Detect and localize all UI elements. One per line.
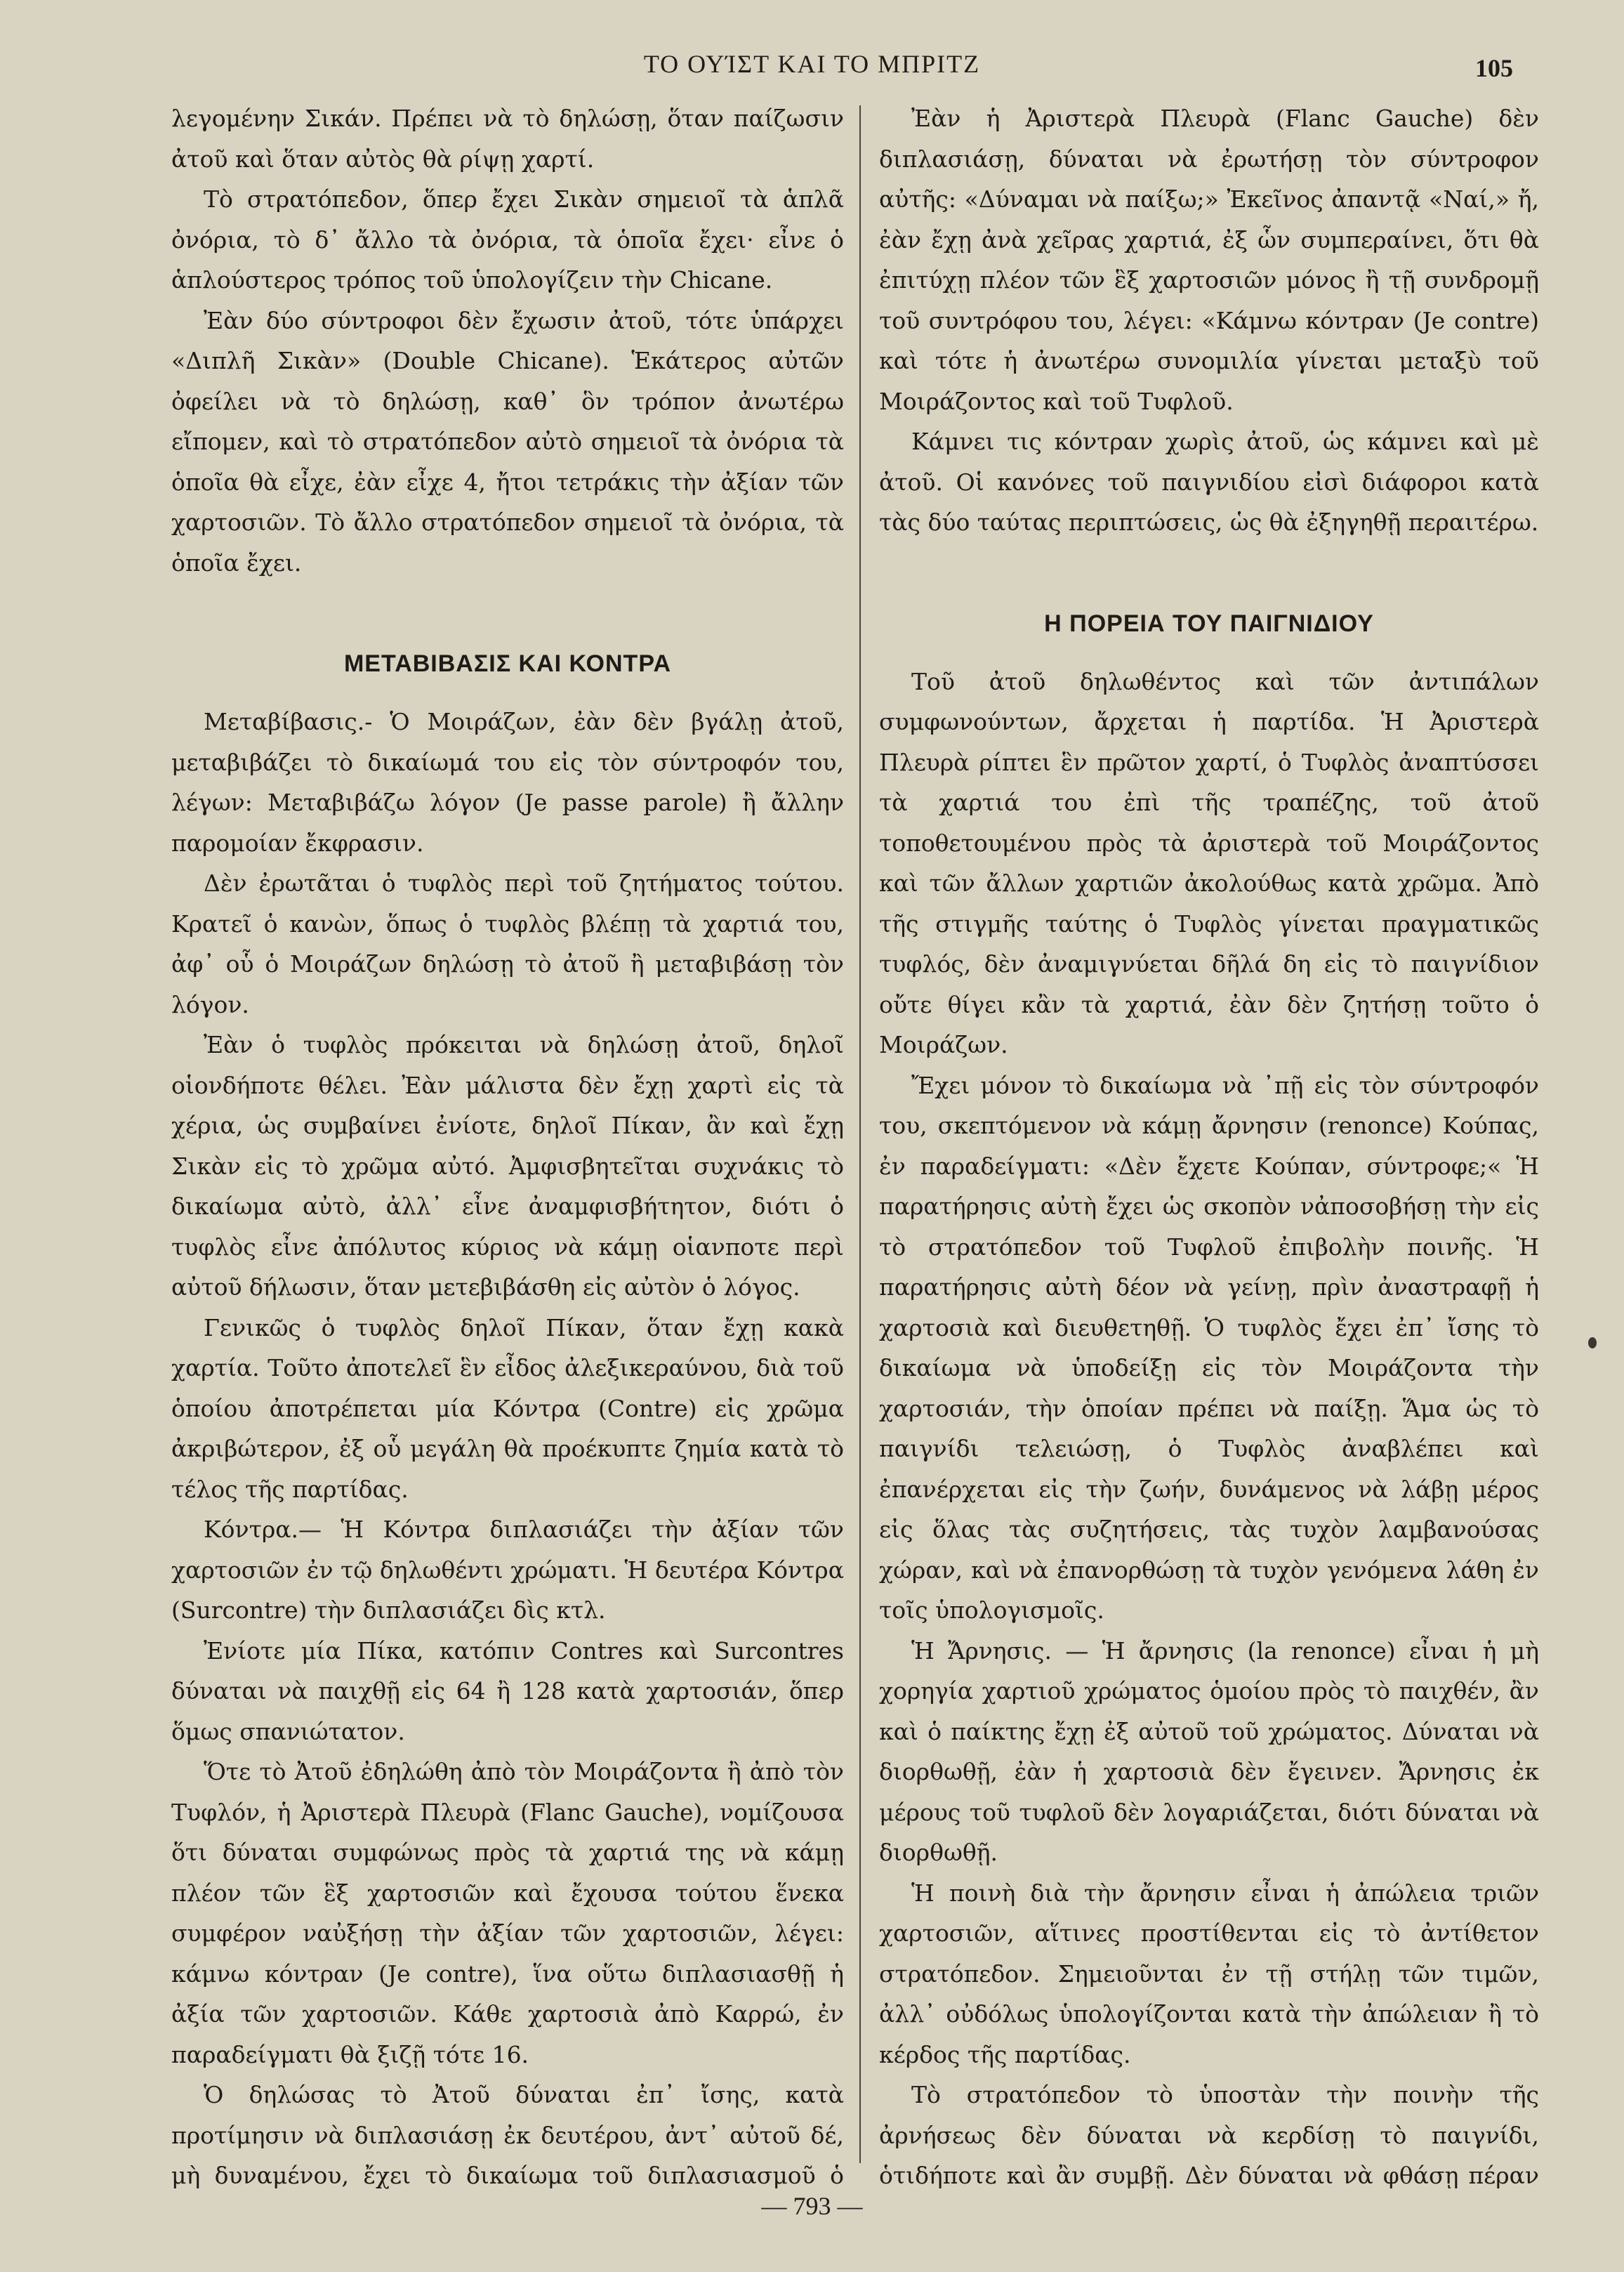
paragraph: λεγομένην Σικάν. Πρέπει νὰ τὸ δηλώσῃ, ὅταν παίζωσιν ἀτοῦ καὶ ὅταν αὐτὸς θὰ ρίψῃ χαρτί. bbox=[171, 105, 844, 173]
paragraph: Μεταβίβασις.- Ὁ Μοιράζων, ἐὰν δὲν βγάλῃ ἀτοῦ, μεταβιβάζει τὸ δικαίωμά του εἰς τὸν σύντροφόν του, λέγων: Μεταβιβάζω λόγον (Je passe parole) ἢ ἄλλην παρομοίαν ἔκφρασιν. bbox=[171, 708, 844, 857]
paragraph: Ἐὰν ἡ Ἀριστερὰ Πλευρὰ (Flanc Gauche) δὲν διπλασιάσῃ, δύναται νὰ ἐρωτήσῃ τὸν σύντροφον αὐτῆς: «Δύναμαι νὰ παίξω;» Ἐκεῖνος ἀπαντᾷ «Ναί,» ἤ, ἐὰν ἔχῃ ἀνὰ χεῖρας χαρτιά, ἐξ ὧν συμπεραίνει, ὅτι θὰ ἐπιτύχῃ πλέον τῶν ἓξ χαρτοσιῶν μόνος ἢ τῇ συνδρομῇ τοῦ συντρόφου του, λέγει: «Κάμνω κόντραν (Je contre) καὶ τότε ἡ ἀνωτέρω συνομιλία γίνεται μεταξὺ τοῦ Μοιράζοντος καὶ τοῦ Τυφλοῦ. bbox=[879, 105, 1539, 415]
paragraph: Κόντρα.— Ἡ Κόντρα διπλασιάζει τὴν ἀξίαν τῶν χαρτοσιῶν ἐν τῷ δηλωθέντι χρώματι. Ἡ δευτέρα Κόντρα (Surcontre) τὴν διπλασιάζει δὶς κτλ. bbox=[171, 1516, 844, 1624]
paragraph: Ἐνίοτε μία Πίκα, κατόπιν Contres καὶ Surcontres δύναται νὰ παιχθῇ εἰς 64 ἢ 128 κατὰ χαρτοσιάν, ὅπερ ὅμως σπανιώτατον. bbox=[171, 1636, 844, 1745]
ink-speck bbox=[1588, 1337, 1597, 1348]
paragraph: Κάμνει τις κόντραν χωρὶς ἀτοῦ, ὡς κάμνει καὶ μὲ ἀτοῦ. Οἱ κανόνες τοῦ παιγνιδίου εἰσὶ διάφοροι κατὰ τὰς δύο ταύτας περιπτώσεις, ὡς θὰ ἐξηγηθῇ περαιτέρω. bbox=[879, 428, 1539, 536]
paragraph: Ἡ ποινὴ διὰ τὴν ἄρνησιν εἶναι ἡ ἀπώλεια τριῶν χαρτοσιῶν, αἵτινες προστίθενται εἰς τὸ ἀντίθετον στρατόπεδον. Σημειοῦνται ἐν τῇ στήλῃ τῶν τιμῶν, ἀλλ᾽ οὐδόλως ὑπολογίζονται κατὰ τὴν ἀπώλειαν ἢ τὸ κέρδος τῆς παρτίδας. bbox=[879, 1879, 1539, 2068]
running-title: ΤΟ ΟΥΊΣΤ ΚΑΙ ΤΟ ΜΠΡΙΤΖ bbox=[643, 50, 981, 78]
folio-number: — 793 — bbox=[761, 2192, 863, 2220]
paragraph: Δὲν ἐρωτᾶται ὁ τυφλὸς περὶ τοῦ ζητήματος τούτου. Κρατεῖ ὁ κανὼν, ὅπως ὁ τυφλὸς βλέπῃ τὰ χαρτιά του, ἀφ᾽ οὗ ὁ Μοιράζων δηλώσῃ τὸ ἀτοῦ ἢ μεταβιβάσῃ τὸν λόγον. bbox=[171, 869, 844, 1018]
page-number: 105 bbox=[1475, 54, 1513, 82]
paragraph: Γενικῶς ὁ τυφλὸς δηλοῖ Πίκαν, ὅταν ἔχῃ κακὰ χαρτία. Τοῦτο ἀποτελεῖ ἓν εἶδος ἀλεξικεραύνου, διὰ τοῦ ὁποίου ἀποτρέπεται μία Κόντρα (Contre) εἰς χρῶμα ἀκριβώτερον, ἐξ οὗ μεγάλη θὰ προέκυπτε ζημία κατὰ τὸ τέλος τῆς παρτίδας. bbox=[171, 1313, 844, 1503]
section-title: Η ΠΟΡΕΙΑ ΤΟΥ ΠΑΙΓΝΙΔΙΟΥ bbox=[1044, 610, 1374, 637]
paragraph: Τὸ στρατόπεδον τὸ ὑποστὰν τὴν ποινὴν τῆς ἀρνήσεως δὲν δύναται νὰ κερδίσῃ τὸ παιγνίδι, ὁτιδήποτε καὶ ἂν συμβῇ. Δὲν δύναται νὰ φθάσῃ πέραν bbox=[879, 2081, 1539, 2189]
left-column bbox=[171, 98, 844, 2198]
right-column bbox=[879, 98, 1539, 2198]
section-title: ΜΕΤΑΒΙΒΑΣΙΣ ΚΑΙ ΚΟΝΤΡΑ bbox=[343, 650, 672, 677]
paragraph: Ὁ δηλώσας τὸ Ἀτοῦ δύναται ἐπ᾽ ἴσης, κατὰ προτίμησιν νὰ διπλασιάσῃ ἐκ δευτέρου, ἀντ᾽ αὐτοῦ δέ, μὴ δυναμένου, ἔχει τὸ δικαίωμα τοῦ διπλασιασμοῦ ὁ bbox=[171, 2081, 844, 2189]
paragraph: Ὅτε τὸ Ἀτοῦ ἐδηλώθη ἀπὸ τὸν Μοιράζοντα ἢ ἀπὸ τὸν Τυφλόν, ἡ Ἀριστερὰ Πλευρὰ (Flanc Gauche), νομίζουσα ὅτι δύναται συμφώνως πρὸς τὰ χαρτιά της νὰ κάμῃ πλέον τῶν ἓξ χαρτοσιῶν καὶ ἔχουσα τούτου ἕνεκα συμφέρον ναὐξήσῃ τὴν ἀξίαν τῶν χαρτοσιῶν, λέγει: κάμνω κόντραν (Je contre), ἵνα οὕτω διπλασιασθῇ ἡ ἀξία τῶν χαρτοσιῶν. Κάθε χαρτοσιὰ ἀπὸ Καρρώ, ἐν παραδείγματι θὰ ξιζῇ τότε 16. bbox=[171, 1758, 844, 2068]
paragraph: Τοῦ ἀτοῦ δηλωθέντος καὶ τῶν ἀντιπάλων συμφωνούντων, ἄρχεται ἡ παρτίδα. Ἡ Ἀριστερὰ Πλευρὰ ρίπτει ἓν πρῶτον χαρτί, ὁ Τυφλὸς ἀναπτύσσει τὰ χαρτιά του ἐπὶ τῆς τραπέζης, τοῦ ἀτοῦ τοποθετουμένου πρὸς τὰ ἀριστερὰ τοῦ Μοιράζοντος καὶ τῶν ἄλλων χαρτιῶν ἀκολούθως κατὰ χρῶμα. Ἀπὸ τῆς στιγμῆς ταύτης ὁ Τυφλὸς γίνεται πραγματικῶς τυφλός, δὲν ἀναμιγνύεται δῆλά δη εἰς τὸ παιγνίδιον οὔτε θίγει κἂν τὰ χαρτιά, ἐὰν δὲν ζητήσῃ τοῦτο ὁ Μοιράζων. bbox=[879, 667, 1539, 1058]
paragraph: Ἐὰν ὁ τυφλὸς πρόκειται νὰ δηλώσῃ ἀτοῦ, δηλοῖ οἱονδήποτε θέλει. Ἐὰν μάλιστα δὲν ἔχῃ χαρτὶ εἰς τὰ χέρια, ὡς συμβαίνει ἐνίοτε, δηλοῖ Πίκαν, ἂν καὶ ἔχῃ Σικὰν εἰς τὸ χρῶμα αὐτό. Ἀμφισβητεῖται συχνάκις τὸ δικαίωμα αὐτὸ, ἀλλ᾽ εἶνε ἀναμφισβήτητον, διότι ὁ τυφλὸς εἶνε ἀπόλυτος κύριος νὰ κάμῃ οἱανποτε περὶ αὐτοῦ δήλωσιν, ὅταν μετεβιβάσθη εἰς αὐτὸν ὁ λόγος. bbox=[171, 1031, 844, 1301]
column-divider bbox=[859, 105, 861, 2163]
paragraph: Ἔχει μόνον τὸ δικαίωμα νὰ ᾽πῇ εἰς τὸν σύντροφόν του, σκεπτόμενον νὰ κάμῃ ἄρνησιν (renonce) Κούπας, ἐν παραδείγματι: «Δὲν ἔχετε Κούπαν, σύντροφε;« Ἡ παρατήρησις αὐτὴ ἔχει ὡς σκοπὸν νἀποσοβήσῃ τὴν εἰς τὸ στρατόπεδον τοῦ Τυφλοῦ ἐπιβολὴν ποινῆς. Ἡ παρατήρησις αὐτὴ δέον νὰ γείνῃ, πρὶν ἀναστραφῇ ἡ χαρτοσιὰ καὶ διευθετηθῇ. Ὁ τυφλὸς ἔχει ἐπ᾽ ἴσης τὸ δικαίωμα νὰ ὑποδείξῃ εἰς τὸν Μοιράζοντα τὴν χαρτοσιάν, τὴν ὁποίαν πρέπει νὰ παίξῃ. Ἅμα ὡς τὸ παιγνίδι τελειώσῃ, ὁ Τυφλὸς ἀναβλέπει καὶ ἐπανέρχεται εἰς τὴν ζωήν, δυνάμενος νὰ λάβῃ μέρος εἰς ὅλας τὰς συζητήσεις, τὰς τυχὸν λαμβανούσας χώραν, καὶ νὰ ἐπανορθώσῃ τὰ τυχὸν γενόμενα λάθη ἐν τοῖς ὑπολογισμοῖς. bbox=[879, 1071, 1539, 1624]
paragraph: Ἡ Ἄρνησις. — Ἡ ἄρνησις (la renonce) εἶναι ἡ μὴ χορηγία χαρτιοῦ χρώματος ὁμοίου πρὸς τὸ παιχθέν, ἂν καὶ ὁ παίκτης ἔχῃ ἐξ αὐτοῦ τοῦ χρώματος. Δύναται νὰ διορθωθῇ, ἐὰν ἡ χαρτοσιὰ δὲν ἔγεινεν. Ἄρνησις ἐκ μέρους τοῦ τυφλοῦ δὲν λογαριάζεται, διότι δύναται νὰ διορθωθῇ. bbox=[879, 1636, 1539, 1866]
paragraph: Ἐὰν δύο σύντροφοι δὲν ἔχωσιν ἀτοῦ, τότε ὑπάρχει «Διπλῆ Σικὰν» (Double Chicane). Ἑκάτερος αὐτῶν ὀφείλει νὰ τὸ δηλώσῃ, καθ᾽ ὃν τρόπον ἀνωτέρω εἴπομεν, καὶ τὸ στρατόπεδον αὐτὸ σημειοῖ τὰ ὀνόρια τὰ ὁποῖα θὰ εἶχε, ἐὰν εἶχε 4, ἤτοι τετράκις τὴν ἀξίαν τῶν χαρτοσιῶν. Τὸ ἄλλο στρατόπεδον σημειοῖ τὰ ὀνόρια, τὰ ὁποῖα ἔχει. bbox=[171, 306, 844, 577]
paragraph: Τὸ στρατόπεδον, ὅπερ ἔχει Σικὰν σημειοῖ τὰ ἁπλᾶ ὀνόρια, τὸ δ᾽ ἄλλο τὰ ὀνόρια, τὰ ὁποῖα ἔχει· εἶνε ὁ ἁπλούστερος τρόπος τοῦ ὑπολογίζειν τὴν Chicane. bbox=[171, 185, 844, 294]
page-header bbox=[0, 46, 1624, 88]
